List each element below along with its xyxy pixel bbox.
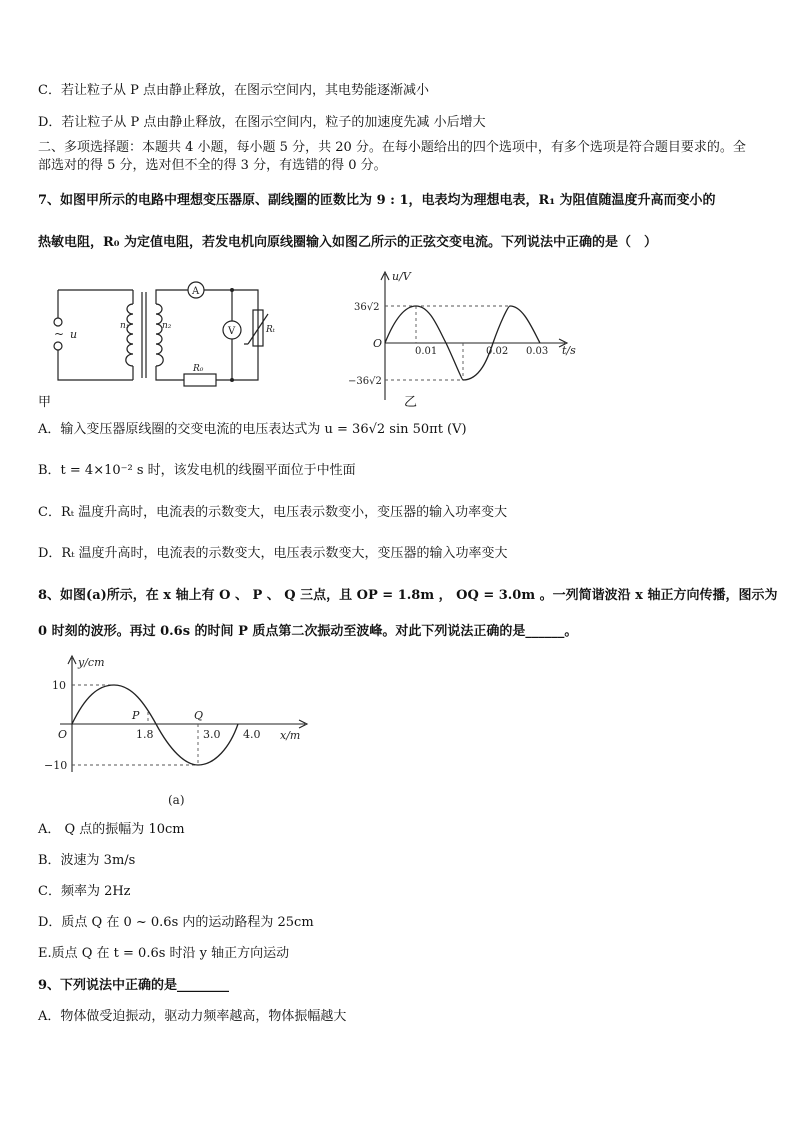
a-caption: (a)	[168, 793, 185, 807]
a-y-label: y/cm	[78, 656, 105, 669]
circuit-n1-label: n₁	[120, 321, 130, 331]
figure-yi-caption: 乙	[404, 395, 418, 410]
a-x-label: x/m	[280, 729, 301, 742]
q6-option-c: C．若让粒子从 P 点由静止释放，在图示空间内，其电势能逐渐减小	[38, 83, 429, 98]
q8-stem-line1: 8、如图(a)所示，在 x 轴上有 O 、 P 、 Q 三点，且 OP = 1.8m ， OQ = 3.0m 。一列简谐波沿 x 轴正方向传播，图示为	[38, 588, 778, 603]
q7-stem-line1: 7、如图甲所示的电路中理想变压器原、副线圈的匝数比为 9 : 1，电表均为理想电表，R₁ 为阻值随温度升高而变小的	[38, 193, 716, 208]
yi-tick-003: 0.03	[526, 346, 549, 357]
q7-option-a: A．输入变压器原线圈的交变电流的电压表达式为 u = 36√2 sin 50πt (V)	[38, 422, 467, 437]
figure-a-wave-graph	[40, 652, 320, 812]
q8-option-d: D．质点 Q 在 0 ~ 0.6s 内的运动路程为 25cm	[38, 915, 314, 930]
wave-curve	[72, 685, 238, 765]
q8-option-a: A． Q 点的振幅为 10cm	[38, 822, 185, 837]
circuit-n2-label: n₂	[162, 321, 172, 331]
q8-option-e: E.质点 Q 在 t = 0.6s 时沿 y 轴正方向运动	[38, 946, 290, 961]
yi-tick-001: 0.01	[415, 346, 438, 357]
yi-tick-002: 0.02	[486, 346, 509, 357]
q7-option-b: B．t = 4×10⁻² s 时，该发电机的线圈平面位于中性面	[38, 463, 356, 478]
yi-y-label: u/V	[392, 270, 411, 283]
voltmeter-label: V	[228, 326, 236, 337]
q6-option-d: D．若让粒子从 P 点由静止释放，在图示空间内，粒子的加速度先减 小后增大	[38, 115, 486, 130]
yi-x-label: t/s	[562, 344, 576, 357]
q8-option-c: C．频率为 2Hz	[38, 884, 131, 899]
yi-origin: O	[373, 337, 383, 350]
a-y10-label: 10	[52, 679, 66, 692]
a-point-q: Q	[194, 709, 204, 722]
figure-jia-caption: 甲	[38, 395, 52, 410]
a-tick-18: 1.8	[136, 728, 154, 741]
ammeter-label: A	[192, 286, 200, 297]
q7-option-c: C．Rₜ 温度升高时，电流表的示数变大，电压表示数变小，变压器的输入功率变大	[38, 505, 508, 520]
a-origin: O	[58, 728, 68, 741]
a-tick-40: 4.0	[243, 728, 261, 741]
q7-option-d: D．Rₜ 温度升高时，电流表的示数变大，电压表示数变大，变压器的输入功率变大	[38, 546, 508, 561]
yi-ymax-label: 36√2	[354, 302, 380, 313]
figure-jia-circuit	[38, 270, 278, 410]
circuit-tilde: ~	[54, 327, 65, 341]
q8-option-b: B．波速为 3m/s	[38, 853, 136, 868]
r0-label: R₀	[193, 364, 204, 374]
q7-stem-line2: 热敏电阻，R₀ 为定值电阻，若发电机向原线圈输入如图乙所示的正弦交变电流。下列说法中正确的是（ ）	[38, 235, 658, 250]
q8-stem-line2: 0 时刻的波形。再过 0.6s 的时间 P 质点第二次振动至波峰。对此下列说法正确的是______。	[38, 624, 578, 639]
a-point-p: P	[132, 709, 140, 722]
thermistor-label: Rₜ	[266, 325, 275, 335]
figure-yi-sine-graph	[340, 268, 600, 410]
a-ym10-label: −10	[44, 759, 68, 772]
q9-stem: 9、下列说法中正确的是________	[38, 978, 230, 993]
yi-ymin-label: −36√2	[348, 376, 382, 387]
q9-option-a: A．物体做受迫振动，驱动力频率越高，物体振幅越大	[38, 1009, 347, 1024]
a-tick-30: 3.0	[203, 728, 221, 741]
circuit-u-label: u	[70, 328, 78, 341]
section-2-instructions: 二、多项选择题：本题共 4 小题，每小题 5 分，共 20 分。在每小题给出的四个选项中，有多个选项是符合题目要求的。全部选对的得 5 分，选对但不全的得 3 分，有选错的得 0 分。	[38, 140, 746, 173]
